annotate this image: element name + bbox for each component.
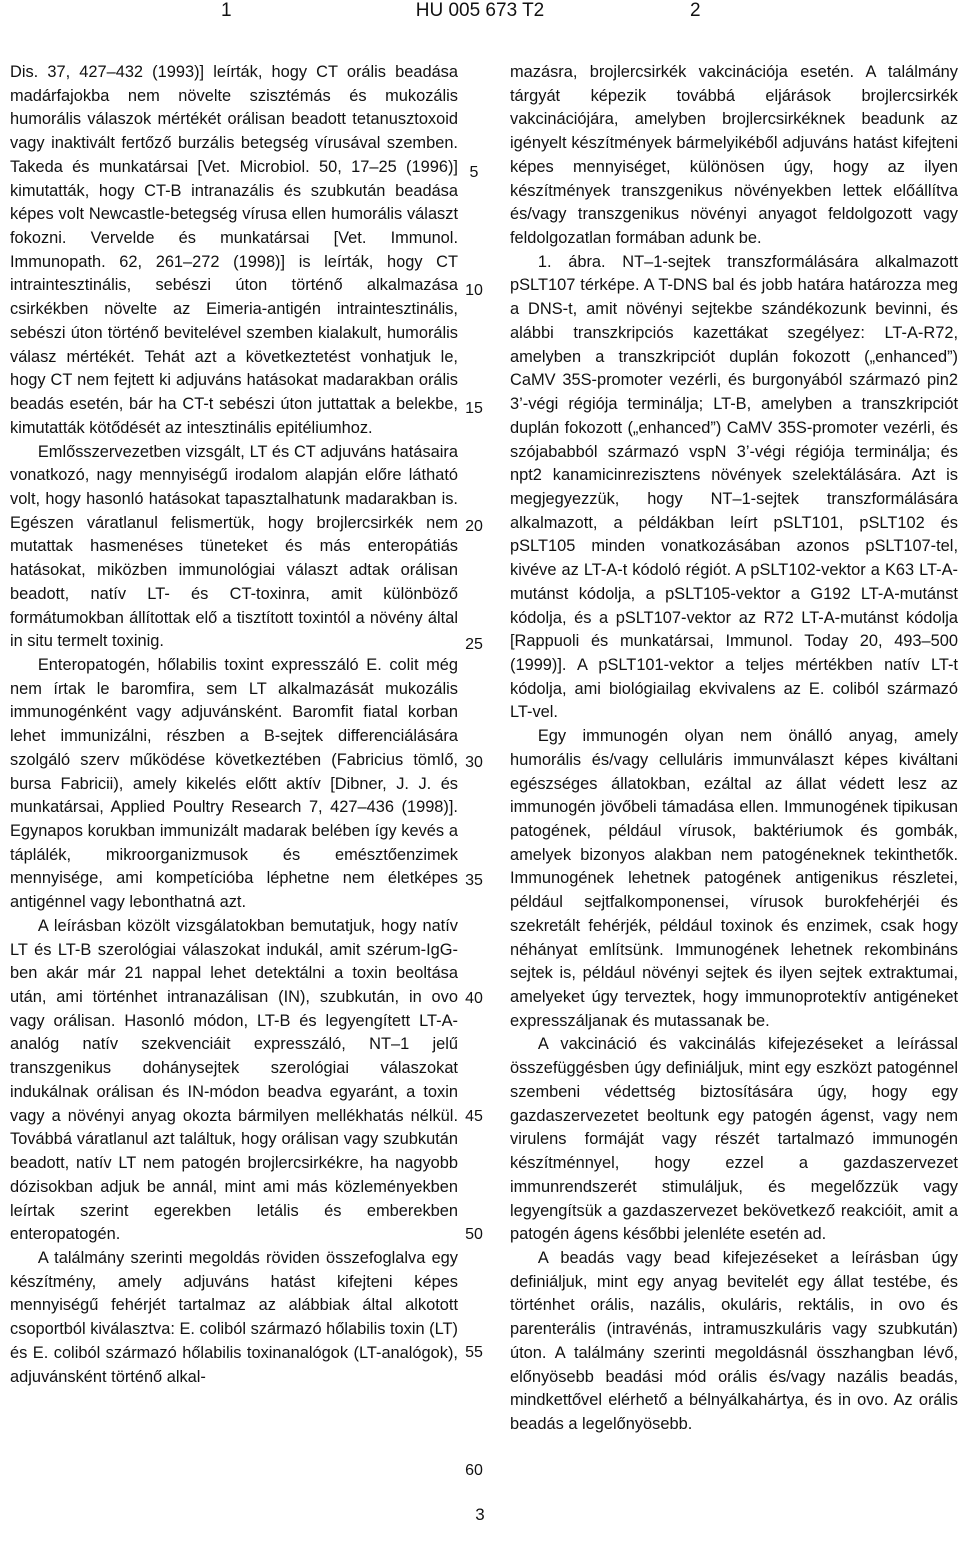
left-paragraph-4: A leírásban közölt vizsgálatokban bemutatjuk, hogy natív LT és LT-B szerológiai válaszokat indukál, amit szérum-IgG-ben akár már 21 nappal lehet detektálni a toxin beoltása után, ami történhet intranazálisan (IN), szubkután, in ovo vagy orálisan. Hasonló módon, LT-B és legyengített LT-A-analóg natív szekvenciáit expresszáló, NT–1 jelű transzgenikus dohánysejtek szerológiai válaszokat indukálnak orálisan és IN-módon beadva egyaránt, a toxin vagy a növényi anyag okozta bármilyen mellékhatás nélkül. Továbbá váratlanul azt találtuk, hogy orálisan vagy szubkután beadott, natív LT nem patogén brojlercsirkékre, ha nagyobb dózisokban adjuk be annál, mint ami más közleményekben leírtak szerint egerekben letális és emberekben enteropatogén. — [10, 916, 458, 1244]
line-number: 5 — [469, 164, 479, 181]
right-column — [510, 61, 958, 1437]
left-paragraph-3: Enteropatogén, hőlabilis toxint expresszáló E. colit még nem írtak le baromfira, sem LT alkalmazását mukozális immunogénként vagy adjuvánsként. Baromfit fiatal korban lehet immunizálni, részben a B-sejtek differenciálására szolgáló szerv működése következtében (Fabricius tömlő, bursa Fabricii), amely kikelés előtt aktív [Dibner, J. J. és munkatársai, Applied Poultry Research 7, 427–436 (1998)]. Egynapos korukban immunizált madarak belében így kevés a táplálék, mikroorganizmusok és emésztőenzimek mennyisége, ami kompetícióba léphetne nem életképes antigénnel vagy lebonthatná azt. — [10, 655, 458, 912]
line-number: 10 — [465, 282, 483, 299]
right-paragraph-2: 1. ábra. NT–1-sejtek transzformálására alkalmazott pSLT107 térképe. A T-DNS bal és jobb határa határozza meg a DNS-t, amit növényi sejtekbe szándékozunk bevinni, és alábbi transzkripciós kazettákat szegélyez: LT-A-R72, amelyben a transzkripciót duplán fokozott („enhanced”) CaMV 35S-promoter vezérli, és burgonyából származó pin2 3’-végi régiója terminálja; LT-B, amelyben a transzkripciót duplán fokozott („enhanced”) CaMV 35S-promoter vezérli, és szójababból származó vspN 3’-végi régiója terminálja; és npt2 kanamicinrezisztens növények szelektálására. Azt is megjegyezzük, hogy NT–1-sejtek transzformálására alkalmazott, a példákban leírt pSLT101, pSLT102 és pSLT105 minden vonatkozásában azonos pSLT107-tel, kivéve az LT-A-t kódoló régiót. A pSLT102-vektor a K63 LT-A-mutánst kódolja, a pSLT105-vektor a G192 LT-A-mutánst kódolja, és a pSLT107-vektor az R72 LT-A-mutánst kódolja [Rappuoli és munkatársai, Immunol. Today 20, 493–500 (1999)]. A pSLT101-vektor a teljes mértékben natív LT-t kódolja, ami biológiailag ekvivalens az E. coliból származó LT-vel. — [510, 252, 958, 722]
left-column — [10, 61, 458, 1389]
right-paragraph-5: A beadás vagy bead kifejezéseket a leírásban úgy definiáljuk, mint egy anyag bevitelét egy állat testébe, és történhet orális, nazális, okuláris, rektális, in ovo és parenterális (intravénás, intramuszkuláris vagy szubkután) úton. A találmány szerinti megoldásnál összhangban lévő, előnyösebb beadási mód orális és/vagy nazális beadás, mindkettővel elérhető a bélnyálkahártya, és in ovo. Az orális beadás a legelőnyösebb. — [510, 1248, 958, 1433]
page-header — [0, 0, 960, 30]
line-number: 25 — [465, 636, 483, 653]
left-paragraph-1: Dis. 37, 427–432 (1993)] leírták, hogy CT orális beadása madárfajokba nem növelte szisztémás és mukozális humorális válaszok mértékét orálisan beadott tetanusztoxoid vagy inaktivált fertőző burzális betegség vírusával szemben. Takeda és munkatársai [Vet. Microbiol. 50, 17–25 (1996)] kimutatták, hogy CT-B intranazális és szubkután beadása képes volt Newcastle-betegség vírusa ellen humorális választ fokozni. Vervelde és munkatársai [Vet. Immunol. Immunopath. 62, 261–272 (1998)] is leírták, hogy CT intraintesztinális, sebészi úton történő alkalmazása csirkékben növelte az Eimeria-antigén intraintesztinális, sebészi úton történő bevitelével szemben kialakult, humorális válasz mértékét. Tehát azt a következtetést vonhatjuk le, hogy CT nem fejtett ki adjuváns hatásokat madarakban orális beadás esetén, bár ha CT-t sebészi úton juttattak a belekbe, kimutatták kötődését az intesztinális epitéliumhoz. — [10, 63, 458, 437]
right-paragraph-3: Egy immunogén olyan nem önálló anyag, amely humorális és/vagy celluláris immunválaszt képes kiváltani egészséges állatokban, ezáltal az állat védett lesz az immunogén jövőbeli támadása ellen. Immunogének tipikusan patogének, például vírusok, baktériumok és gombák, amelyek bizonyos alakban nem patogéneknek tekinthetők. Immunogének lehetnek patogének antigenikus részletei, például sejtfalkomponensei, vírusok burokfehérjéi és szekretált fehérjék, például toxinok és enzimek, csak hogy néhányat említsünk. Immunogének lehetnek rekombináns sejtek is, például növényi sejtek és ilyen sejtek extraktumai, amelyeket úgy terveztek, hogy immunoprotektív antigéneket expresszáljanak és mutassanak be. — [510, 727, 958, 1030]
line-number: 55 — [465, 1344, 483, 1361]
patent-number: HU 005 673 T2 — [415, 0, 545, 21]
line-number: 45 — [465, 1108, 483, 1125]
left-page-number: 1 — [221, 0, 232, 21]
line-number: 20 — [465, 518, 483, 535]
right-page-number: 2 — [690, 0, 701, 21]
right-paragraph-4: A vakcináció és vakcinálás kifejezéseket a leírással összefüggésben úgy definiáljuk, mint egy eszközt patogénnel szembeni védettség biztosítására úgy, hogy egy gazdaszervezetet beoltunk egy patogén ágenst, vagy nem virulens formáját vagy részét tartalmazó immunogén készítménnyel, hogy ezzel a gazdaszervezet immunrendszerét stimuláljuk, és megelőzzük vagy legyengítsük a gazdaszervezet bekövetkező reakcióit, amit a patogén ágens későbbi jelenléte esetén ad. — [510, 1035, 958, 1244]
right-paragraph-1: mazásra, brojlercsirkék vakcinációja esetén. A találmány tárgyát képezik továbbá eljárások brojlercsirkék vakcinációjára, amelyben brojlercsirkéknek beadunk az igényelt készítmények bármelyikéből adjuváns hatást kifejteni képes mennyiséget, különösen úgy, hogy az ilyen készítmények transzgenikus növényekben lettek előállítva és/vagy transzgenikus növényi anyagot feldolgozott vagy feldolgozatlan formában adunk be. — [510, 63, 958, 248]
line-number: 15 — [465, 400, 483, 417]
line-number: 35 — [465, 872, 483, 889]
line-number: 30 — [465, 754, 483, 771]
line-number: 60 — [465, 1462, 483, 1479]
left-paragraph-5: A találmány szerinti megoldás röviden összefoglalva egy készítmény, amely adjuváns hatást kifejteni képes mennyiségű fehérjét tartalmaz az alábbiak által alkotott csoportból kiválasztva: E. coliból származó hőlabilis toxin (LT) és E. coliból származó hőlabilis toxinanalógok (LT-analógok), adjuvánsként történő alkal- — [10, 1248, 458, 1386]
line-number: 40 — [465, 990, 483, 1007]
line-number: 50 — [465, 1226, 483, 1243]
footer-page-number: 3 — [475, 1505, 485, 1524]
left-paragraph-2: Emlősszervezetben vizsgált, LT és CT adjuváns hatásaira vonatkozó, nagy mennyiségű irodalom alapján előre látható volt, hogy hasonló hatásokat tapasztalhatunk madarakban is. Egészen váratlanul felismertük, hogy brojlercsirkék nem mutattak hasmenéses tüneteket és más enteropátiás hatásokat, miközben immunológiai választ adtak orálisan beadott, natív LT- és CT-toxinra, amit különböző formátumokban állítottak elő a tisztított toxintól a növény által in situ termelt toxinig. — [10, 442, 458, 651]
